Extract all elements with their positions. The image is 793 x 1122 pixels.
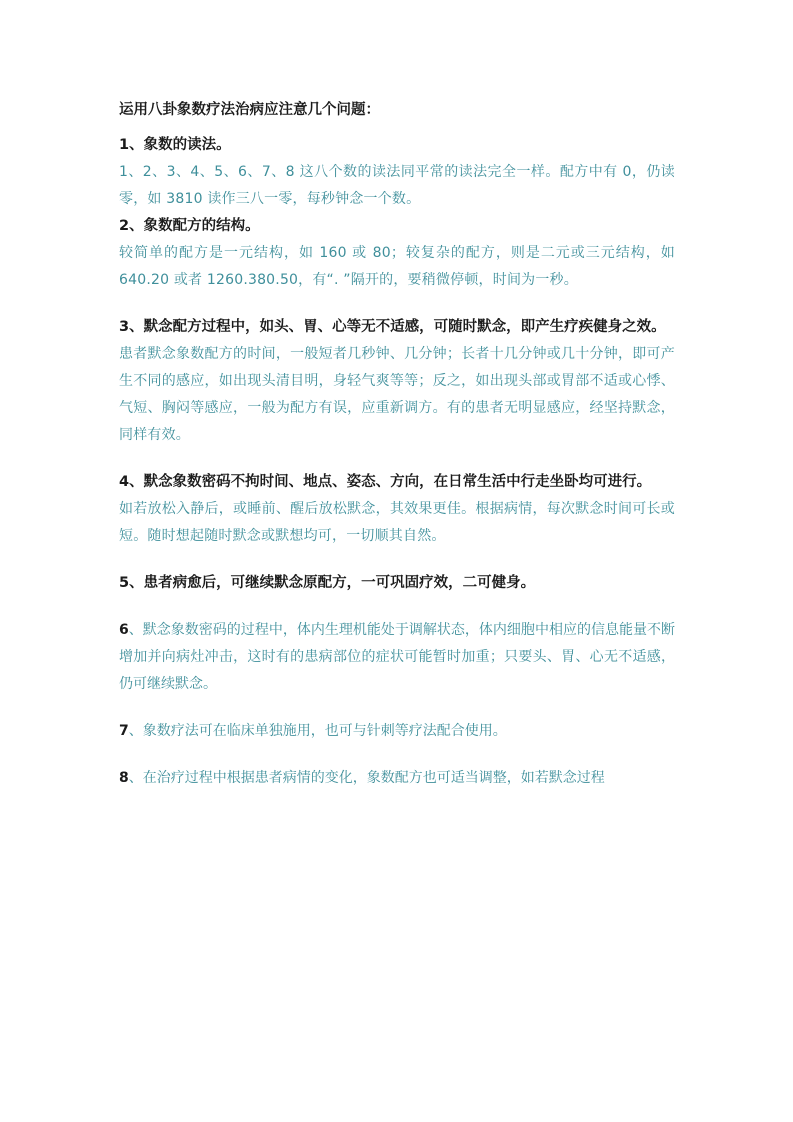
section-3-heading: 3、默念配方过程中，如头、胃、心等无不适感，可随时默念，即产生疗疾健身之效。 [119, 319, 666, 335]
section-3-body: 患者默念象数配方的时间，一般短者几秒钟、几分钟；长者十几分钟或几十分钟，即可产生不同的感应，如出现头清目明，身轻气爽等等；反之，如出现头部或胃部不适或心悸、气短、胸闷等感应，一般为配方有误，应重新调方。有的患者无明显感应，经坚持默念，同样有效。 [119, 346, 675, 443]
section-7-paragraph [119, 718, 675, 745]
spacer [119, 597, 675, 617]
section-4-body: 如若放松入静后，或睡前、醒后放松默念，其效果更佳。根据病情，每次默念时间可长或短。随时想起随时默念或默想均可，一切顺其自然。 [119, 501, 675, 544]
section-1-body: 1、2、3、4、5、6、7、8 这八个数的读法同平常的读法完全一样。配方中有 0，仍读零，如 3810 读作三八一零，每秒钟念一个数。 [119, 164, 675, 207]
section-7-number: 7 [119, 723, 129, 739]
section-6-body: 、默念象数密码的过程中，体内生理机能处于调解状态，体内细胞中相应的信息能量不断增加并向病灶冲击，这时有的患病部位的症状可能暂时加重；只要头、胃、心无不适感，仍可继续默念。 [119, 622, 675, 692]
spacer [119, 745, 675, 765]
section-1-heading: 1、象数的读法。 [119, 137, 231, 153]
section-8-body: 、在治疗过程中根据患者病情的变化，象数配方也可适当调整，如若默念过程 [128, 770, 605, 786]
section-8-number: 8 [119, 770, 129, 786]
section-6-number: 6 [119, 622, 129, 638]
doc-title: 运用八卦象数疗法治病应注意几个问题： [119, 102, 380, 118]
document-page [119, 98, 675, 792]
section-6-paragraph [119, 617, 675, 698]
spacer [119, 449, 675, 469]
section-4-heading: 4、默念象数密码不拘时间、地点、姿态、方向，在日常生活中行走坐卧均可进行。 [119, 474, 652, 490]
spacer [119, 550, 675, 570]
section-7-body: 、象数疗法可在临床单独施用，也可与针刺等疗法配合使用。 [128, 723, 507, 739]
section-2-body: 较简单的配方是一元结构，如 160 或 80；较复杂的配方，则是二元或三元结构，如 640.20 或者 1260.380.50，有“. ”隔开的，要稍微停顿，时间为一秒。 [119, 245, 675, 288]
spacer [119, 698, 675, 718]
section-2-heading: 2、象数配方的结构。 [119, 218, 260, 234]
spacer [119, 294, 675, 314]
section-8-paragraph [119, 765, 675, 792]
section-5-heading: 5、患者病愈后，可继续默念原配方，一可巩固疗效，二可健身。 [119, 575, 536, 591]
